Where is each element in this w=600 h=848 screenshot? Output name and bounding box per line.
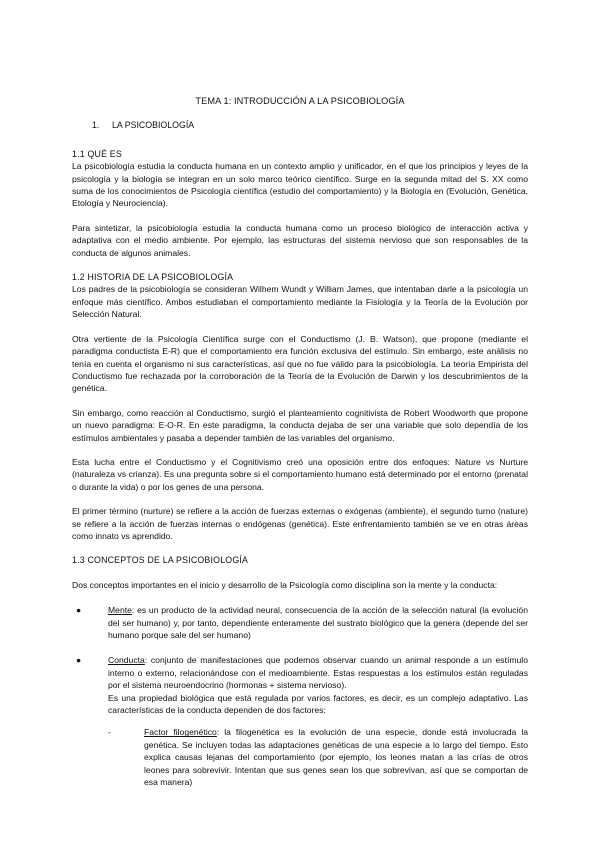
bullet-icon: ● bbox=[76, 605, 82, 616]
term-factor-filogenetico: Factor filogenético bbox=[144, 727, 217, 738]
section-1-2-paragraph-5: El primer término (nurture) se refiere a la acción de fuerzas externas o exógenas (ambiente), el segundo turno (nature) se refiere a la acción de fuerzas internas o endógenas (genética). Este enfrentamiento también se ve en otras áreas como innato vs aprendido. bbox=[72, 506, 528, 541]
factor-list bbox=[108, 726, 528, 788]
list-item-conducta bbox=[72, 654, 528, 788]
document-title: TEMA 1: INTRODUCCIÓN A LA PSICOBIOLOGÍA bbox=[195, 96, 405, 106]
section-1-label: LA PSICOBIOLOGÍA bbox=[112, 120, 195, 131]
text-factor-filogenetico: : la filogenética es la evolución de una especie, donde está involucrada la genética. Se incluyen todas las adaptaciones genéticas de una especie a lo largo del tiempo. Esto explica causas lejanas del comportamiento (por ejemplo, los leones matan a las crías de otros leones para sobrevivir. Intentan que sus genes sean los que sobrevivan, así que se comportan de esa manera) bbox=[144, 727, 529, 788]
section-1-3-heading: 1.3 CONCEPTOS DE LA PSICOBIOLOGÍA bbox=[72, 555, 249, 566]
section-1-1-heading: 1.1 QUÉ ES bbox=[72, 148, 122, 159]
section-1-2-paragraph-1: Los padres de la psicobiología se consideran Wilhem Wundt y William James, que intentaban darle a la psicología un enfoque más científico. Ambos estudiaban el comportamiento mediante la Fisiología y la Teoría de la Evolución por Selección Natural. bbox=[72, 284, 528, 320]
text-conducta: : conjunto de manifestaciones que podemos observar cuando un animal responde a un estímulo interno o externo, relacionándose con el medioambiente. Estas respuestas a los estímulos están reguladas por el sistema neuroendocrino (hormonas + sistema nervioso). bbox=[108, 655, 528, 691]
section-1-2-paragraph-2: Otra vertiente de la Psicología Científica surge con el Conductismo (J. B. Watson), que propone (mediante el paradigma conductista E-R) que el comportamiento era función exclusiva del estímulo. Sin embargo, este análisis no tenía en cuenta el organismo ni sus características, así que no fue válido para la psicobiología. La teoría Empirista del Conductismo fue rechazada por la corroboración de la Teoría de la Evolución de Darwin y los descubrimientos de la genética. bbox=[72, 333, 528, 394]
section-1-heading bbox=[92, 119, 528, 131]
section-1-2-paragraph-3: Sin embargo, como reacción al Conductismo, surgió el planteamiento cognitivista de Robert Woodworth que propone un nuevo paradigma: E-O-R. En este paradigma, la conducta dejaba de ser una variable que solo dependía de los estímulos ambientales y pasaba a depender también de las variables del organismo. bbox=[72, 407, 528, 443]
list-item-mente bbox=[72, 604, 528, 641]
bullet-icon: ● bbox=[76, 655, 82, 666]
section-1-3 bbox=[72, 554, 528, 788]
section-1-2-paragraph-4: Esta lucha entre el Conductismo y el Cognitivismo creó una oposición entre dos enfoques: Nature vs Nurture (naturaleza vs crianza). Es una pregunta sobre si el comportamiento humano está determinado por el entorno (prenatal o durante la vida) o por los genes de una persona. bbox=[72, 456, 528, 492]
concept-list bbox=[72, 604, 528, 788]
text-mente: : es un producto de la actividad neural, consecuencia de la acción de la selección natural (la evolución del ser humano) y, por tanto, dependiente enteramente del sustrato biológico que la genera (depende del ser humano porque sale del ser humano) bbox=[108, 605, 528, 640]
section-1-number: 1. bbox=[92, 120, 100, 131]
section-1-2-heading: 1.2 HISTORIA DE LA PSICOBIOLOGÍA bbox=[72, 272, 234, 283]
dash-icon: - bbox=[108, 727, 111, 738]
text-conducta-2: Es una propiedad biológica que está regulada por varios factores, es decir, es un complejo adaptativo. Las características de la conducta dependen de dos factores: bbox=[108, 692, 528, 716]
document-page bbox=[72, 95, 528, 801]
term-mente: Mente bbox=[108, 605, 132, 616]
term-conducta: Conducta bbox=[108, 655, 145, 666]
section-1-1-paragraph-2: Para sintetizar, la psicobiología estudia la conducta humana como un proceso biológico de interacción activa y adaptativa con el medio ambiente. Por ejemplo, las estructuras del sistema nervioso que son responsables de la conducta de algunos animales. bbox=[72, 222, 528, 258]
section-1-1-paragraph-1: La psicobiología estudia la conducta humana en un contexto amplio y unificador, en el que los principios y leyes de la psicología y la biología se integran en un solo marco teórico científico. Surge en la segunda mitad del S. XX como suma de los conocimientos de Psicología científica (estudio del comportamiento) y la Biología en (Evolución, Genética, Etología y Neurociencia). bbox=[72, 161, 528, 209]
list-item-factor-filogenetico bbox=[108, 726, 528, 788]
section-1-2 bbox=[72, 271, 528, 542]
section-1-3-intro: Dos conceptos importantes en el inicio y desarrollo de la Psicología como disciplina son la mente y la conducta: bbox=[72, 579, 498, 590]
section-1-1 bbox=[72, 148, 528, 259]
